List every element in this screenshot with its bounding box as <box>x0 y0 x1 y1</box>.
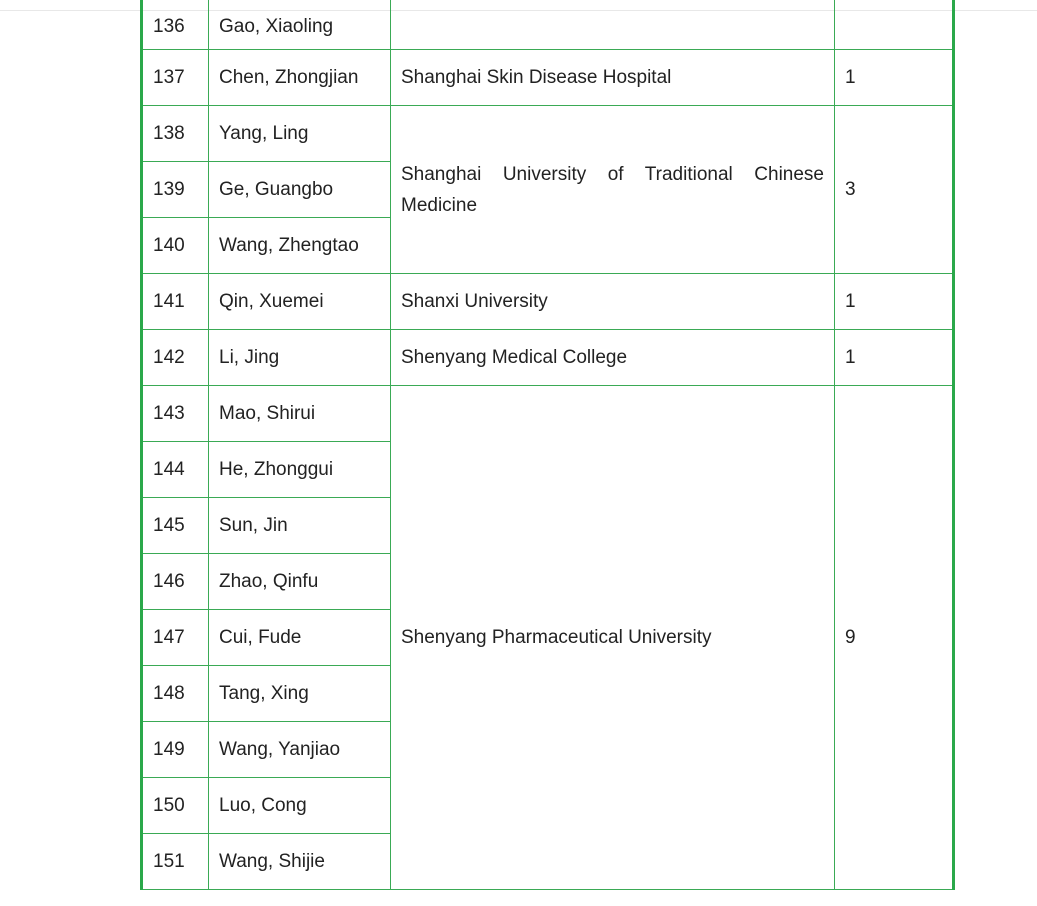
row-number: 140 <box>142 218 209 274</box>
person-name: He, Zhonggui <box>209 442 391 498</box>
person-name: Wang, Shijie <box>209 834 391 890</box>
person-name: Tang, Xing <box>209 666 391 722</box>
person-name: Li, Jing <box>209 330 391 386</box>
table-row <box>142 330 954 386</box>
person-name: Chen, Zhongjian <box>209 50 391 106</box>
person-name: Qin, Xuemei <box>209 274 391 330</box>
row-number: 143 <box>142 386 209 442</box>
institution-name: Shenyang Pharmaceutical University <box>391 386 835 890</box>
institution-table <box>140 0 955 890</box>
table-row <box>142 50 954 106</box>
table-row <box>142 0 954 50</box>
institution-table-container <box>140 0 952 890</box>
row-number: 138 <box>142 106 209 162</box>
institution-count: 9 <box>835 386 954 890</box>
institution-name <box>391 0 835 50</box>
person-name: Cui, Fude <box>209 610 391 666</box>
table-row <box>142 274 954 330</box>
person-name: Ge, Guangbo <box>209 162 391 218</box>
person-name: Yang, Ling <box>209 106 391 162</box>
row-number: 150 <box>142 778 209 834</box>
person-name: Mao, Shirui <box>209 386 391 442</box>
row-number: 142 <box>142 330 209 386</box>
institution-count: 3 <box>835 106 954 274</box>
person-name: Sun, Jin <box>209 498 391 554</box>
person-name: Wang, Zhengtao <box>209 218 391 274</box>
institution-count: 1 <box>835 330 954 386</box>
person-name: Zhao, Qinfu <box>209 554 391 610</box>
institution-count <box>835 0 954 50</box>
table-row <box>142 106 954 162</box>
person-name: Gao, Xiaoling <box>209 0 391 50</box>
row-number: 145 <box>142 498 209 554</box>
row-number: 137 <box>142 50 209 106</box>
row-number: 148 <box>142 666 209 722</box>
table-row <box>142 386 954 442</box>
row-number: 139 <box>142 162 209 218</box>
row-number: 147 <box>142 610 209 666</box>
row-number: 149 <box>142 722 209 778</box>
row-number: 141 <box>142 274 209 330</box>
row-number: 144 <box>142 442 209 498</box>
person-name: Luo, Cong <box>209 778 391 834</box>
institution-name: Shanxi University <box>391 274 835 330</box>
institution-name: Shanghai University of Traditional Chinese Medicine <box>391 106 835 274</box>
institution-count: 1 <box>835 274 954 330</box>
institution-count: 1 <box>835 50 954 106</box>
row-number: 151 <box>142 834 209 890</box>
person-name: Wang, Yanjiao <box>209 722 391 778</box>
institution-name: Shenyang Medical College <box>391 330 835 386</box>
institution-name: Shanghai Skin Disease Hospital <box>391 50 835 106</box>
row-number: 136 <box>142 0 209 50</box>
row-number: 146 <box>142 554 209 610</box>
